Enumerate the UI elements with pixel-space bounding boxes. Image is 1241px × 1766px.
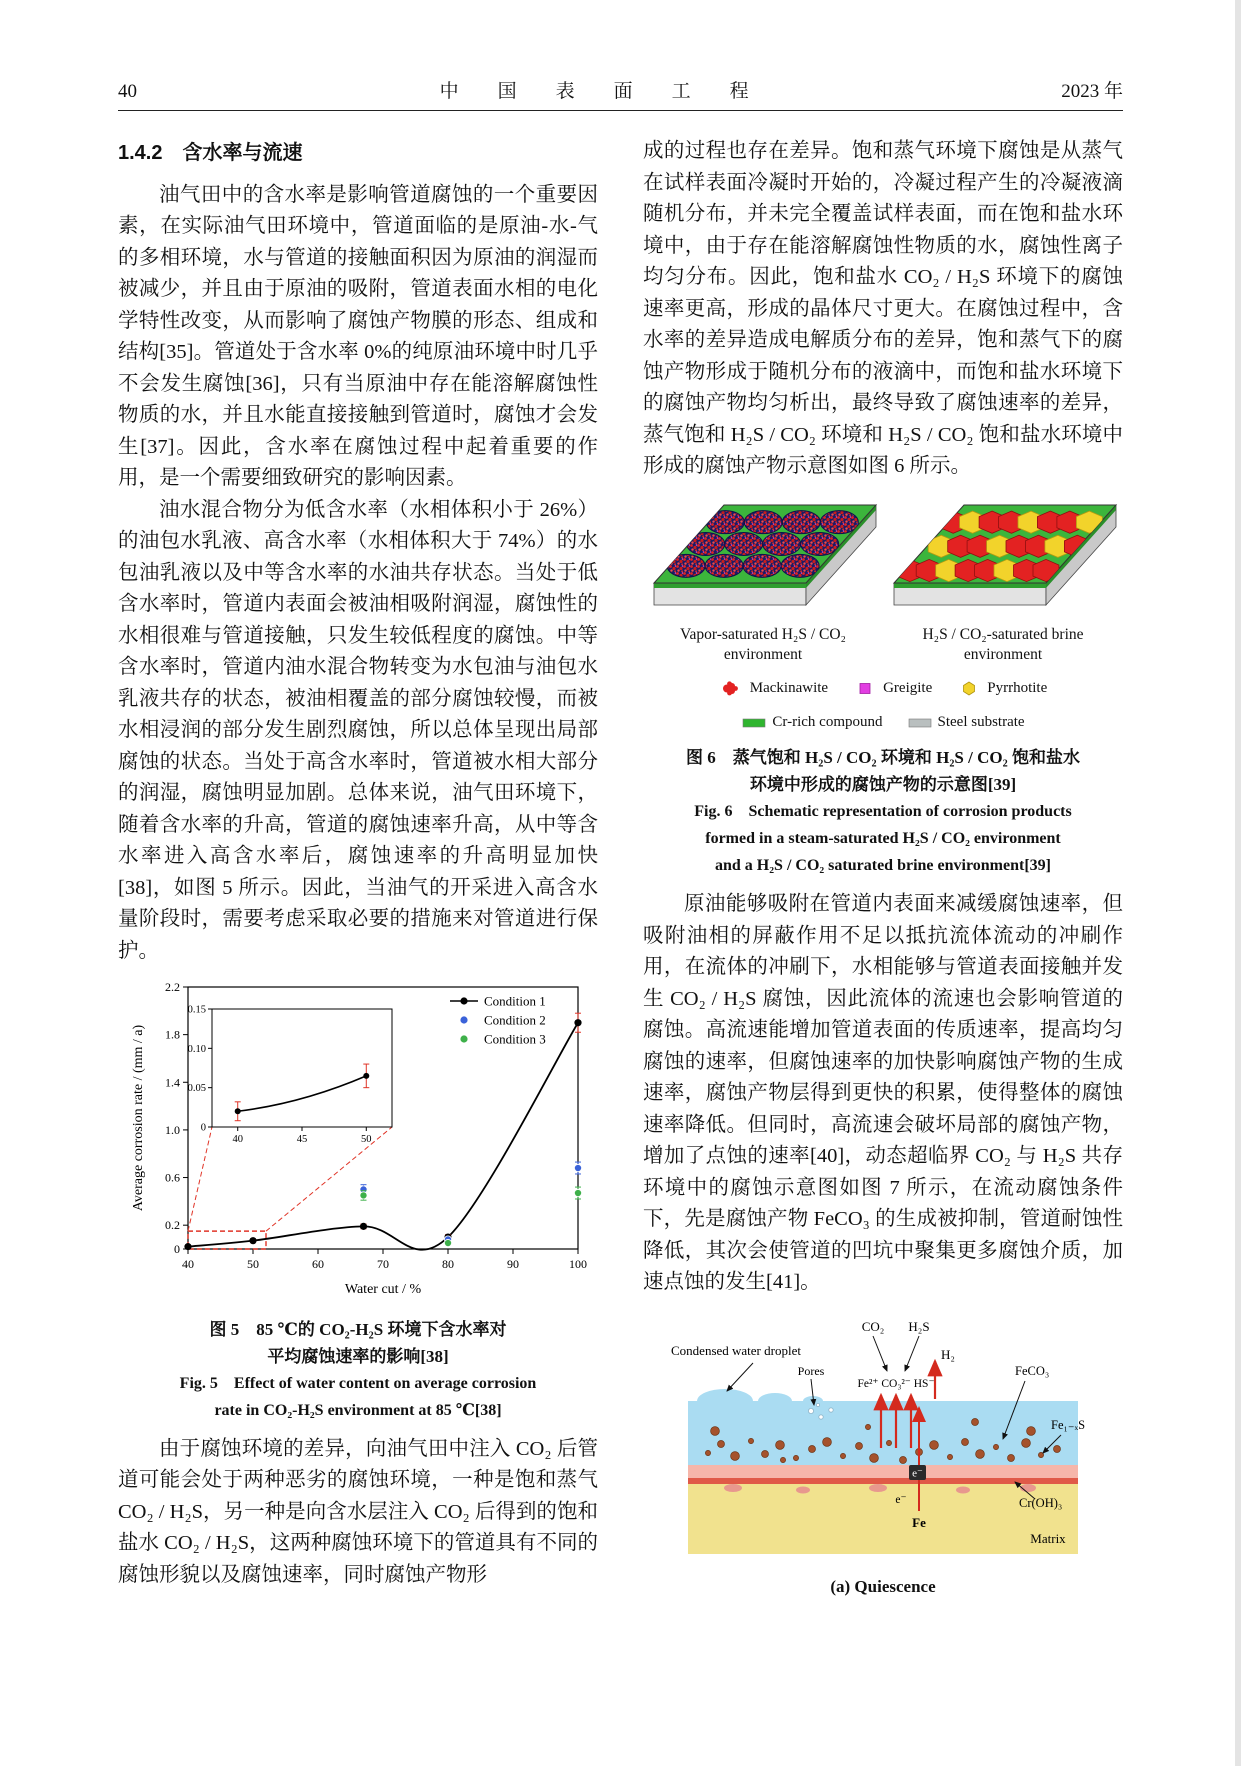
body-paragraph: 由于腐蚀环境的差异，向油气田中注入 CO₂ 后管道可能会处于两种恶劣的腐蚀环境，一种是饱和蒸气 CO₂ / H₂S，另一种是向含水层注入 CO₂ 后得到的饱和盐水 CO₂ / H₂S，这两种腐蚀环境下的管道具有不同的腐蚀形貌以及腐蚀速率，同时腐蚀产物形 <box>118 1437 598 1586</box>
rect-swatch-icon <box>741 715 767 730</box>
figure7-schematic <box>663 1313 1103 1563</box>
y-axis-label: Average corrosion rate / (mm / a) <box>131 1024 146 1212</box>
legend-item-pyrrhotite <box>956 673 1047 705</box>
co2-pointer <box>873 1336 887 1371</box>
ions-label: Fe²⁺ CO₃²⁻ HS⁻ <box>857 1377 935 1390</box>
pore <box>829 1407 833 1411</box>
square-swatch-icon <box>852 681 878 696</box>
svg-text:0.05: 0.05 <box>187 1083 206 1095</box>
matrix-label: Matrix <box>1030 1530 1066 1546</box>
page-header <box>118 76 1123 103</box>
legend-item-mackinawite <box>719 673 828 705</box>
svg-text:Condition 2: Condition 2 <box>484 1012 546 1028</box>
figure6-caption-en: Fig. 6 Schematic representation of corrosion products <box>694 803 1072 820</box>
year-label: 2023 年 <box>1061 81 1123 102</box>
pit-blob <box>796 1486 810 1493</box>
body-paragraph: 原油能够吸附在管道内表面来减缓腐蚀速率，但吸附油相的屏蔽作用不足以抵抗流体流动的冲刷作用，在流体的冲刷下，水相能够与管道表面接触并发生 CO₂ / H₂S 腐蚀，因此流体的流速也会影响管道的腐蚀。高流速能增加管道表面的传质速率，提高均匀腐蚀的速率，但腐蚀速率的加快影响腐蚀产物的生成速率，腐蚀产物层得到更快的积累，使得整体的腐蚀速率降低。但同时，高流速会破坏局部的腐蚀产物，增加了点蚀的速率[40]，动态超临界 CO₂ 与 H₂S 共存环境中的腐蚀示意图如图 7 所示，在流动腐蚀条件下，先是腐蚀产物 FeCO₃ 的生成被抑制，管道耐蚀性降低，其次会使管道的凹坑中聚集更多腐蚀介质，加速点蚀的发生[41]。 <box>643 893 1123 1293</box>
electron-upper-label: e⁻ <box>912 1467 923 1479</box>
svg-text:Condition 1: Condition 1 <box>484 993 546 1009</box>
figure6-right-panel-label <box>883 625 1123 665</box>
figure5-caption-en: rate in CO₂-H₂S environment at 85 ℃[38] <box>214 1401 502 1419</box>
svg-text:70: 70 <box>377 1257 389 1271</box>
figure5-caption-zh: 图 5 85 ℃的 CO₂-H₂S 环境下含水率对 <box>209 1319 507 1339</box>
figure6-panel-labels <box>643 625 1123 665</box>
page-number: 40 <box>118 81 137 102</box>
section-heading: 1.4.2 含水率与流速 <box>118 142 303 164</box>
h2s-label: H₂S <box>908 1318 930 1334</box>
legend-label: Steel substrate <box>937 713 1025 730</box>
journal-title: 中 国 表 面 工 程 <box>439 81 759 102</box>
figure-7 <box>643 1313 1123 1601</box>
figure6-caption <box>643 744 1123 879</box>
two-column-body <box>118 136 1123 1600</box>
svg-text:60: 60 <box>312 1257 324 1271</box>
h2-label: H₂ <box>941 1346 955 1362</box>
fe-label: Fe <box>912 1514 926 1530</box>
pit-blob <box>869 1484 887 1492</box>
body-paragraph: 油气田中的含水率是影响管道腐蚀的一个重要因素，在实际油气田环境中，管道面临的是原油-水-气的多相环境，水与管道的接触面积因为原油的润湿而被减少，并且由于原油的吸附，管道表面水相的电化学特性改变，从而影响了腐蚀产物膜的形态、组成和结构[35]。管道处于含水率 0%的纯原油环境中时几乎不会发生腐蚀[36]，只有当原油中存在能溶解腐蚀性物质的水，并且水能直接接触到管道时，腐蚀才会发生[37]。因此，含水率在腐蚀过程中起着重要的作用，是一个需要细致研究的影响因素。 <box>118 183 598 489</box>
figure5-caption-zh: 平均腐蚀速率的影响[38] <box>267 1346 449 1366</box>
svg-text:45: 45 <box>296 1134 308 1145</box>
figure-5 <box>118 979 598 1424</box>
svg-text:40: 40 <box>182 1257 194 1271</box>
water-layer <box>688 1401 1078 1465</box>
panel-label-line: H₂S / CO₂-saturated brine <box>922 626 1084 643</box>
svg-text:1.0: 1.0 <box>165 1122 180 1137</box>
legend-item-steel-substrate <box>907 707 1025 739</box>
right-column <box>643 136 1123 1600</box>
svg-text:2.2: 2.2 <box>165 980 180 994</box>
droplet-pointer <box>727 1363 753 1391</box>
svg-text:90: 90 <box>507 1257 519 1271</box>
svg-text:0.6: 0.6 <box>165 1170 180 1185</box>
figure6-left-panel-label <box>643 625 883 665</box>
figure6-caption-en: formed in a steam-saturated H₂S / CO₂ environment <box>705 830 1061 847</box>
pit-blob <box>956 1486 970 1493</box>
svg-text:0: 0 <box>174 1242 180 1256</box>
figure6-caption-zh: 环境中形成的腐蚀产物的示意图[39] <box>749 775 1017 794</box>
croh3-label: Cr(OH)₃ <box>1019 1495 1063 1510</box>
h2s-pointer <box>905 1336 919 1371</box>
svg-text:Condition 3: Condition 3 <box>484 1031 546 1047</box>
svg-text:50: 50 <box>247 1257 259 1271</box>
svg-text:0.10: 0.10 <box>187 1043 206 1055</box>
chart-legend <box>450 994 546 1047</box>
figure5-caption <box>118 1316 598 1424</box>
panel-label-line: environment <box>963 646 1043 663</box>
feco3-label: FeCO₃ <box>1015 1363 1050 1378</box>
figure6-caption-zh: 图 6 蒸气饱和 H₂S / CO₂ 环境和 H₂S / CO₂ 饱和盐水 <box>686 748 1080 767</box>
figure-6 <box>643 495 1123 880</box>
legend-item-cr-rich-compound <box>741 707 882 739</box>
pores-label: Pores <box>797 1363 825 1378</box>
fe1xs-label: Fe₁₋ₓS <box>1051 1417 1086 1432</box>
pore <box>819 1414 823 1418</box>
figure6-legend <box>643 673 1123 738</box>
matrix-layer <box>688 1484 1078 1554</box>
pit-blob <box>724 1484 742 1492</box>
figure5-caption-en: Fig. 5 Effect of water content on average corrosion <box>179 1374 537 1392</box>
panel-label-line: Vapor-saturated H₂S / CO₂ <box>680 626 846 643</box>
figure5-chart <box>128 979 588 1301</box>
pore <box>808 1408 813 1413</box>
legend-label: Cr-rich compound <box>772 713 883 730</box>
figure6-caption-en: and a H₂S / CO₂ saturated brine environment[39] <box>715 857 1051 874</box>
pore <box>816 1403 819 1406</box>
svg-text:1.8: 1.8 <box>165 1027 180 1042</box>
svg-text:50: 50 <box>361 1134 372 1145</box>
rect-swatch-icon <box>907 715 933 730</box>
co2-label: CO₂ <box>861 1318 885 1334</box>
inset-plot <box>188 1005 392 1146</box>
svg-text:80: 80 <box>442 1257 454 1271</box>
legend-item-greigite <box>852 673 932 705</box>
electron-lower-label: e⁻ <box>895 1493 907 1506</box>
figure6-schematic <box>648 495 1118 613</box>
panel-label-line: environment <box>723 646 803 663</box>
svg-text:1.4: 1.4 <box>165 1075 180 1090</box>
scan-edge-shadow <box>1235 0 1241 1766</box>
header-rule <box>118 110 1123 111</box>
legend-label: Pyrrhotite <box>987 680 1048 696</box>
svg-text:0.2: 0.2 <box>165 1218 180 1233</box>
svg-text:100: 100 <box>569 1257 587 1271</box>
figure7-caption: (a) Quiescence <box>830 1577 936 1596</box>
croh3-layer <box>688 1465 1078 1478</box>
body-paragraph: 成的过程也存在差异。饱和蒸气环境下腐蚀是从蒸气在试样表面冷凝时开始的，冷凝过程产生的冷凝液滴随机分布，并未完全覆盖试样表面，而在饱和盐水环境中，由于存在能溶解腐蚀性物质的水，腐蚀性离子均匀分布。因此，饱和盐水 CO₂ / H₂S 环境下的腐蚀速率更高，形成的晶体尺寸更大。在腐蚀过程中，含水率的差异造成电解质分布的差异，饱和蒸气下的腐蚀产物形成于随机分布的液滴中，而饱和盐水环境下的腐蚀产物均匀析出，最终导致了腐蚀速率的差异，蒸气饱和 H₂S / CO₂ 环境和 H₂S / CO₂ 饱和盐水环境中形成的腐蚀产物示意图如图 6 所示。 <box>643 140 1123 477</box>
x-axis-label: Water cut / % <box>344 1282 422 1297</box>
svg-text:40: 40 <box>232 1134 243 1145</box>
hexagon-swatch-icon <box>956 681 982 696</box>
sulfide-film <box>688 1478 1078 1484</box>
body-paragraph: 油水混合物分为低含水率（水相体积小于 26%）的油包水乳液、高含水率（水相体积大于 74%）的水包油乳液以及中等含水率的水油共存状态。当处于低含水率时，管道内表面会被油相吸附润湿，腐蚀性的水相很难与管道接触，只发生较低程度的腐蚀。中等含水率时，管道内油水混合物转变为水包油与油包水乳液共存的状态，被油相覆盖的部分腐蚀较慢，而被水相浸润的部分发生剧烈腐蚀，所以总体呈现出局部腐蚀的状态。当处于高含水率时，管道被水相大部分的润湿，腐蚀明显加剧。总体来说，油气田环境下，随着含水率的升高，管道的腐蚀速率升高，从中等含水率进入高含水率后，腐蚀速率的升高明显加快[38]，如图 5 所示。因此，当油气的开采进入高含水量阶段时，需要考虑采取必要的措施来对管道进行保护。 <box>118 498 598 962</box>
condensed-water-label: Condensed water droplet <box>671 1342 801 1358</box>
left-column <box>118 136 598 1600</box>
star-swatch-icon <box>719 681 745 696</box>
svg-text:0: 0 <box>200 1122 206 1134</box>
legend-label: Mackinawite <box>749 680 829 696</box>
legend-label: Greigite <box>883 680 933 696</box>
svg-text:0.15: 0.15 <box>187 1004 206 1016</box>
